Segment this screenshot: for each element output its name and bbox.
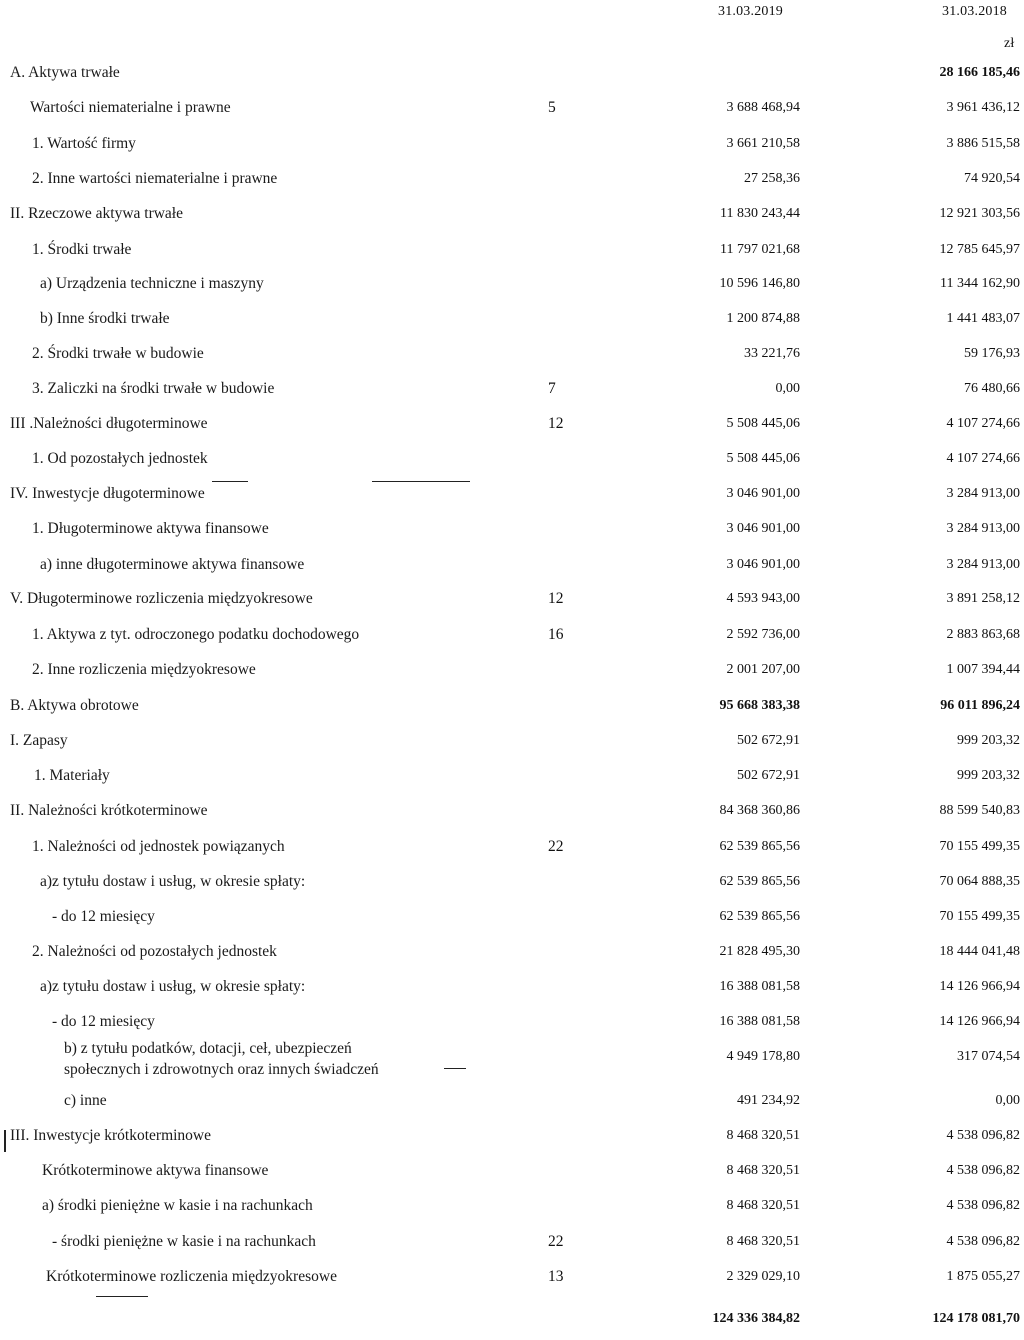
row-value-2018: 0,00 — [995, 1093, 1020, 1108]
row-value-2019: 11 797 021,68 — [720, 242, 800, 257]
row-label: 1. Należności od jednostek powiązanych — [32, 838, 285, 855]
row-value-2018: 1 007 394,44 — [946, 662, 1020, 677]
row-label: 2. Inne wartości niematerialne i prawne — [32, 170, 278, 187]
table-row — [0, 380, 1024, 410]
row-value-2018: 317 074,54 — [957, 1049, 1020, 1064]
row-note: 13 — [548, 1268, 564, 1285]
row-label: a)z tytułu dostaw i usług, w okresie spłaty: — [40, 873, 306, 890]
row-value-2018: 3 886 515,58 — [946, 136, 1020, 151]
table-row — [0, 873, 1024, 903]
row-label: II. Należności krótkoterminowe — [10, 802, 208, 819]
row-value-2019: 5 508 445,06 — [726, 451, 800, 466]
row-value-2018: 14 126 966,94 — [939, 979, 1020, 994]
row-value-2018: 3 284 913,00 — [946, 557, 1020, 572]
row-value-2018: 3 891 258,12 — [946, 591, 1020, 606]
table-row — [0, 556, 1024, 586]
row-value-2018: 70 155 499,35 — [939, 839, 1020, 854]
table-row — [0, 626, 1024, 656]
table-row — [0, 1162, 1024, 1192]
row-note: 5 — [548, 99, 556, 116]
row-label: 2. Środki trwałe w budowie — [32, 345, 204, 362]
table-row — [0, 1233, 1024, 1263]
row-label: 1. Aktywa z tyt. odroczonego podatku dochodowego — [32, 626, 360, 643]
scan-margin-mark — [4, 1130, 6, 1152]
row-value-2019: 8 468 320,51 — [726, 1163, 800, 1178]
row-value-2018: 96 011 896,24 — [940, 698, 1020, 713]
row-value-2019: 11 830 243,44 — [720, 206, 800, 221]
row-value-2019: 4 593 943,00 — [726, 591, 800, 606]
row-value-2018: 74 920,54 — [964, 171, 1020, 186]
row-value-2018: 4 538 096,82 — [946, 1198, 1020, 1213]
row-value-2018: 11 344 162,90 — [940, 276, 1020, 291]
row-label: Wartości niematerialne i prawne — [30, 99, 231, 116]
row-value-2019: 3 688 468,94 — [726, 100, 800, 115]
col-header-2018: 31.03.2018 — [942, 4, 1007, 19]
row-label: 2. Należności od pozostałych jednostek — [32, 943, 277, 960]
row-label: Krótkoterminowe aktywa finansowe — [42, 1162, 269, 1179]
row-label: 1. Od pozostałych jednostek — [32, 450, 208, 467]
row-value-2018: 3 284 913,00 — [946, 521, 1020, 536]
row-value-2019: 491 234,92 — [737, 1093, 800, 1108]
table-row — [0, 1197, 1024, 1227]
row-value-2018: 2 883 863,68 — [946, 627, 1020, 642]
table-row — [0, 1092, 1024, 1122]
table-row — [0, 64, 1024, 94]
table-row — [0, 1268, 1024, 1298]
row-note: 12 — [548, 415, 564, 432]
row-value-2019: 2 001 207,00 — [726, 662, 800, 677]
row-value-2019: 8 468 320,51 — [726, 1234, 800, 1249]
row-value-2018: 124 178 081,70 — [932, 1311, 1020, 1326]
table-row — [0, 520, 1024, 550]
row-value-2018: 4 538 096,82 — [946, 1128, 1020, 1143]
row-label: c) inne — [64, 1092, 107, 1109]
row-value-2018: 3 284 913,00 — [946, 486, 1020, 501]
table-row — [0, 767, 1024, 797]
scan-underline — [372, 481, 470, 482]
row-value-2018: 59 176,93 — [964, 346, 1020, 361]
row-value-2019: 5 508 445,06 — [726, 416, 800, 431]
row-value-2018: 4 538 096,82 — [946, 1234, 1020, 1249]
row-value-2018: 1 875 055,27 — [946, 1269, 1020, 1284]
table-row — [0, 978, 1024, 1008]
row-value-2018: 999 203,32 — [957, 768, 1020, 783]
table-row — [0, 345, 1024, 375]
row-value-2019: 8 468 320,51 — [726, 1198, 800, 1213]
row-label: V. Długoterminowe rozliczenia międzyokresowe — [10, 590, 313, 607]
row-label: B. Aktywa obrotowe — [10, 697, 139, 714]
row-value-2019: 124 336 384,82 — [712, 1311, 800, 1326]
row-note: 16 — [548, 626, 564, 643]
table-row — [0, 838, 1024, 868]
scan-underline — [96, 1296, 148, 1297]
table-row — [0, 1310, 1024, 1340]
row-label: - do 12 miesięcy — [52, 1013, 155, 1030]
table-row — [0, 415, 1024, 445]
row-value-2019: 16 388 081,58 — [719, 1014, 800, 1029]
row-label: A. Aktywa trwałe — [10, 64, 120, 81]
row-value-2019: 1 200 874,88 — [726, 311, 800, 326]
table-row — [0, 697, 1024, 727]
scan-underline — [212, 481, 248, 482]
row-value-2019: 3 661 210,58 — [726, 136, 800, 151]
row-value-2018: 76 480,66 — [964, 381, 1020, 396]
table-row — [0, 908, 1024, 938]
row-label: 1. Środki trwałe — [32, 241, 132, 258]
table-row — [0, 590, 1024, 620]
row-value-2018: 14 126 966,94 — [939, 1014, 1020, 1029]
row-value-2018: 70 155 499,35 — [939, 909, 1020, 924]
row-label: 1. Materiały — [34, 767, 110, 784]
row-value-2019: 0,00 — [775, 381, 800, 396]
row-value-2019: 4 949 178,80 — [726, 1049, 800, 1064]
currency-label: zł — [1004, 36, 1015, 51]
row-label: 1. Wartość firmy — [32, 135, 136, 152]
row-label: a) środki pieniężne w kasie i na rachunkach — [42, 1197, 313, 1214]
row-label: 3. Zaliczki na środki trwałe w budowie — [32, 380, 275, 397]
row-label: III. Inwestycje krótkoterminowe — [10, 1127, 212, 1144]
row-label: Krótkoterminowe rozliczenia międzyokresowe — [46, 1268, 337, 1285]
row-value-2018: 18 444 041,48 — [939, 944, 1020, 959]
row-value-2018: 999 203,32 — [957, 733, 1020, 748]
table-row — [0, 943, 1024, 973]
table-row — [0, 205, 1024, 235]
row-label: a) inne długoterminowe aktywa finansowe — [40, 556, 305, 573]
row-note: 12 — [548, 590, 564, 607]
row-label: - do 12 miesięcy — [52, 908, 155, 925]
row-note: 22 — [548, 1233, 564, 1250]
row-value-2019: 62 539 865,56 — [719, 874, 800, 889]
row-label-line-1: b) z tytułu podatków, dotacji, ceł, ubezpieczeń — [64, 1040, 352, 1057]
row-value-2018: 28 166 185,46 — [939, 65, 1020, 80]
row-label: I. Zapasy — [10, 732, 68, 749]
row-value-2019: 3 046 901,00 — [726, 557, 800, 572]
row-label: III .Należności długoterminowe — [10, 415, 208, 432]
table-row — [0, 802, 1024, 832]
table-row — [0, 1127, 1024, 1157]
row-label — [64, 1038, 379, 1080]
row-value-2018: 12 785 645,97 — [939, 242, 1020, 257]
row-value-2018: 1 441 483,07 — [946, 311, 1020, 326]
row-label: b) Inne środki trwałe — [40, 310, 170, 327]
table-row — [0, 732, 1024, 762]
row-label: II. Rzeczowe aktywa trwałe — [10, 205, 183, 222]
row-value-2019: 3 046 901,00 — [726, 486, 800, 501]
row-value-2019: 62 539 865,56 — [719, 909, 800, 924]
table-row — [0, 661, 1024, 691]
row-value-2019: 2 329 029,10 — [726, 1269, 800, 1284]
row-label: a) Urządzenia techniczne i maszyny — [40, 275, 264, 292]
row-label: a)z tytułu dostaw i usług, w okresie spłaty: — [40, 978, 306, 995]
table-row — [0, 170, 1024, 200]
table-row — [0, 485, 1024, 515]
table-row — [0, 99, 1024, 129]
row-value-2019: 10 596 146,80 — [719, 276, 800, 291]
row-value-2019: 84 368 360,86 — [719, 803, 800, 818]
row-label: 2. Inne rozliczenia międzyokresowe — [32, 661, 256, 678]
row-value-2019: 62 539 865,56 — [719, 839, 800, 854]
row-value-2018: 4 538 096,82 — [946, 1163, 1020, 1178]
row-value-2019: 8 468 320,51 — [726, 1128, 800, 1143]
table-row — [0, 1040, 1024, 1078]
row-label: 1. Długoterminowe aktywa finansowe — [32, 520, 269, 537]
row-value-2019: 33 221,76 — [744, 346, 800, 361]
table-row — [0, 310, 1024, 340]
row-value-2018: 70 064 888,35 — [939, 874, 1020, 889]
row-value-2018: 4 107 274,66 — [946, 451, 1020, 466]
table-row — [0, 135, 1024, 165]
row-note: 7 — [548, 380, 556, 397]
table-row — [0, 450, 1024, 480]
table-row — [0, 275, 1024, 305]
row-label: IV. Inwestycje długoterminowe — [10, 485, 205, 502]
row-value-2019: 502 672,91 — [737, 733, 800, 748]
row-value-2018: 3 961 436,12 — [946, 100, 1020, 115]
row-value-2019: 3 046 901,00 — [726, 521, 800, 536]
row-label: - środki pieniężne w kasie i na rachunkach — [52, 1233, 316, 1250]
row-value-2018: 88 599 540,83 — [939, 803, 1020, 818]
row-value-2019: 2 592 736,00 — [726, 627, 800, 642]
row-value-2019: 16 388 081,58 — [719, 979, 800, 994]
row-value-2019: 27 258,36 — [744, 171, 800, 186]
row-note: 22 — [548, 838, 564, 855]
row-value-2018: 4 107 274,66 — [946, 416, 1020, 431]
row-value-2018: 12 921 303,56 — [939, 206, 1020, 221]
row-label-line-2: społecznych i zdrowotnych oraz innych świadczeń — [64, 1061, 379, 1078]
scan-underline — [444, 1068, 466, 1069]
col-header-2019: 31.03.2019 — [718, 4, 783, 19]
table-row — [0, 241, 1024, 271]
row-value-2019: 95 668 383,38 — [719, 698, 800, 713]
row-value-2019: 502 672,91 — [737, 768, 800, 783]
row-value-2019: 21 828 495,30 — [719, 944, 800, 959]
